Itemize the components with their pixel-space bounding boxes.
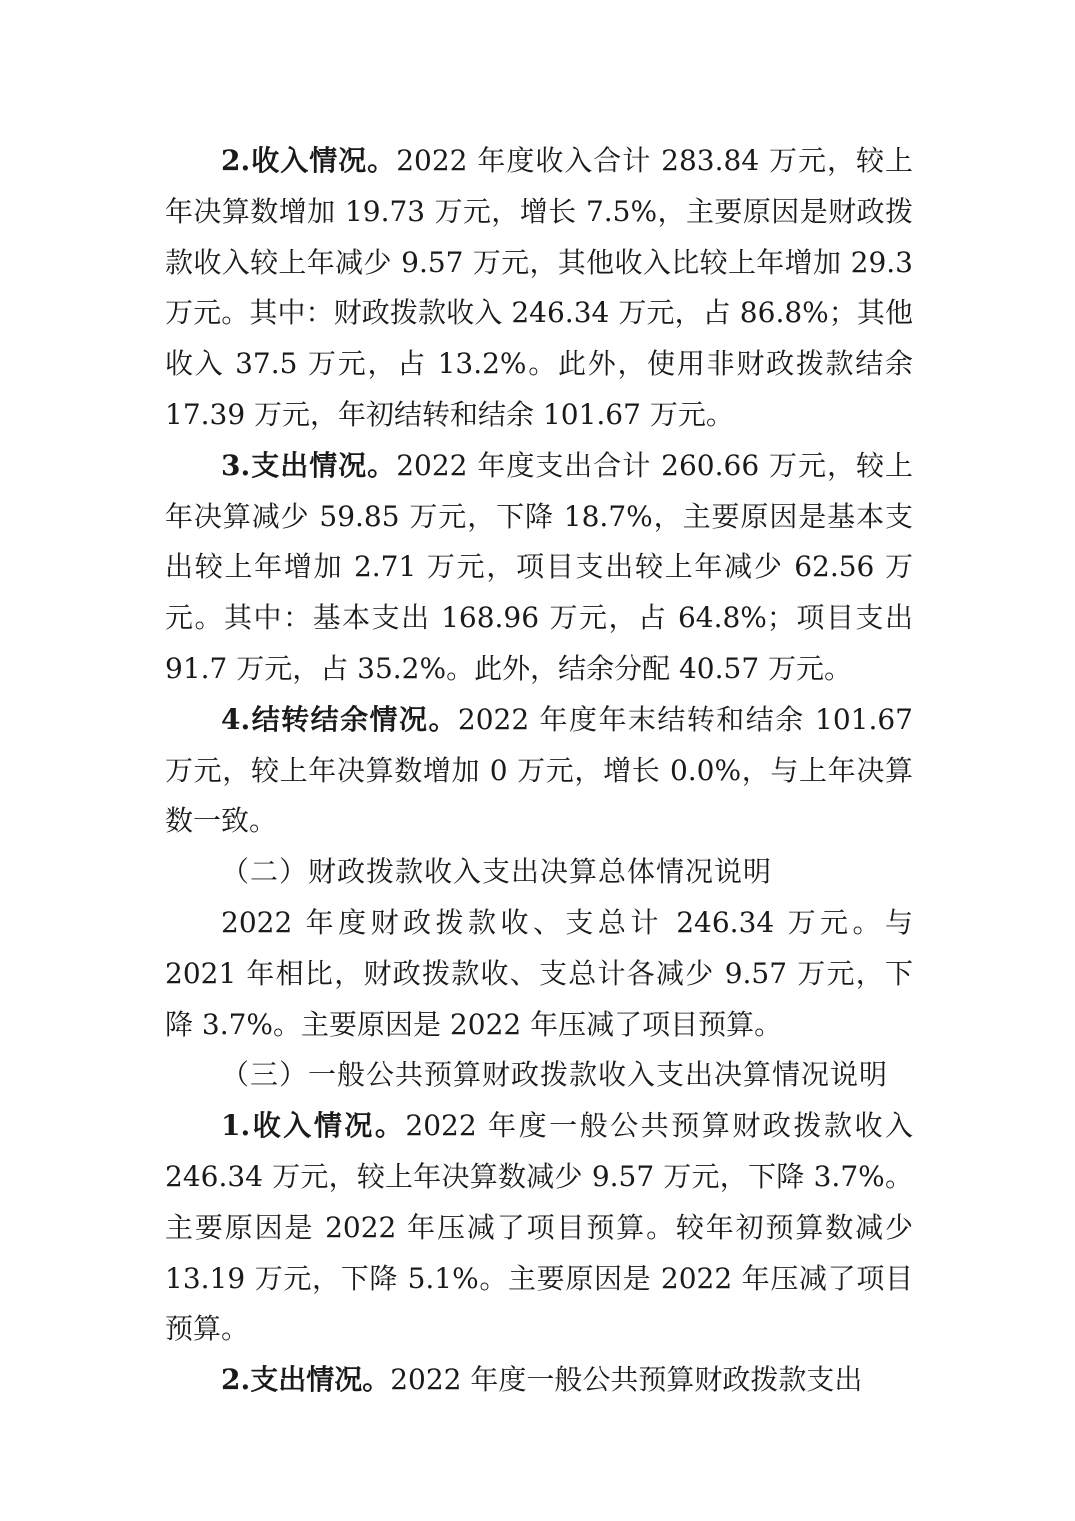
- paragraph-text: 2022 年度年末结转和结余 101.67 万元，较上年决算数增加 0 万元，增长 0.0%，与上年决算数一致。: [165, 702, 913, 838]
- paragraph-text: 2022 年度收入合计 283.84 万元，较上年决算数增加 19.73 万元，增长 7.5%，主要原因是财政拨款收入较上年减少 9.57 万元，其他收入比较上年增加 29.3 万元。其中：财政拨款收入 246.34 万元，占 86.8%；其他收入 37.5 万元，占 13.2%。此外，使用非财政拨款结余 17.39 万元，年初结转和结余 101.67 万元。: [165, 144, 914, 431]
- paragraph-lead: 3.支出情况。: [221, 448, 397, 482]
- paragraph-text: 2022 年度一般公共预算财政拨款收入 246.34 万元，较上年决算数减少 9.57 万元，下降 3.7%。主要原因是 2022 年压减了项目预算。较年初预算数减少 13.19 万元，下降 5.1%。主要原因是 2022 年压减了项目预算。: [165, 1109, 913, 1346]
- paragraph-fiscal-total: [165, 898, 913, 1050]
- paragraph-expenditure: [165, 441, 913, 695]
- paragraph-text: 2022 年度支出合计 260.66 万元，较上年决算减少 59.85 万元，下降 18.7%，主要原因是基本支出较上年增加 2.71 万元，项目支出较上年减少 62.56 万元。其中：基本支出 168.96 万元，占 64.8%；项目支出 91.7 万元，占 35.2%。此外，结余分配 40.57 万元。: [165, 448, 914, 685]
- paragraph-lead: 4.结转结余情况。: [221, 702, 458, 736]
- section-heading-general-budget: （三）一般公共预算财政拨款收入支出决算情况说明: [221, 1058, 889, 1092]
- paragraph-income: [165, 136, 913, 441]
- paragraph-carryover: [165, 695, 913, 847]
- paragraph-lead: 2.支出情况。: [221, 1363, 391, 1397]
- document-body: [165, 136, 913, 1406]
- section-heading-fiscal-total: （二）财政拨款收入支出决算总体情况说明: [221, 855, 773, 889]
- paragraph-text: 2022 年度财政拨款收、支总计 246.34 万元。与 2021 年相比，财政拨款收、支总计各减少 9.57 万元，下降 3.7%。主要原因是 2022 年压减了项目预算。: [165, 905, 913, 1041]
- paragraph-general-income: [165, 1101, 913, 1355]
- paragraph-text: 2022 年度一般公共预算财政拨款支出: [390, 1363, 863, 1397]
- paragraph-general-expenditure: [165, 1355, 913, 1406]
- paragraph-lead: 1.收入情况。: [221, 1109, 406, 1143]
- paragraph-lead: 2.收入情况。: [221, 144, 397, 177]
